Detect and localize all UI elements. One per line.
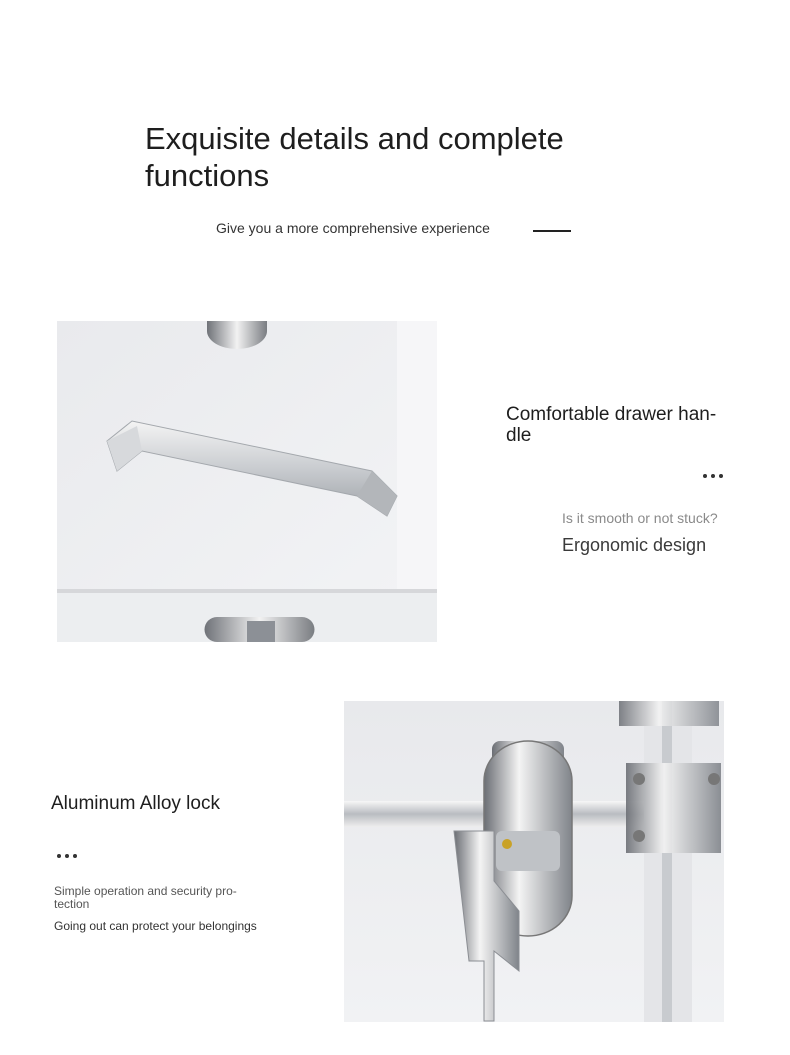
page-subtitle: Give you a more comprehensive experience [216, 220, 490, 236]
drawer-handle-photo [57, 321, 437, 642]
feature-handle-title: Comfortable drawer han- dle [506, 404, 717, 446]
more-dots-icon [703, 474, 727, 478]
feature-handle-question: Is it smooth or not stuck? [562, 510, 718, 526]
feature-lock-title: Aluminum Alloy lock [51, 793, 220, 814]
feature-handle-answer: Ergonomic design [562, 535, 707, 555]
feature-lock-line2: Going out can protect your belongings [54, 919, 257, 933]
more-dots-icon [57, 854, 81, 858]
aluminum-lock-photo [344, 701, 724, 1022]
feature-lock-line1: Simple operation and security pro- tection [54, 884, 237, 911]
subtitle-divider [533, 230, 571, 232]
page-title: Exquisite details and complete functions [145, 121, 564, 193]
